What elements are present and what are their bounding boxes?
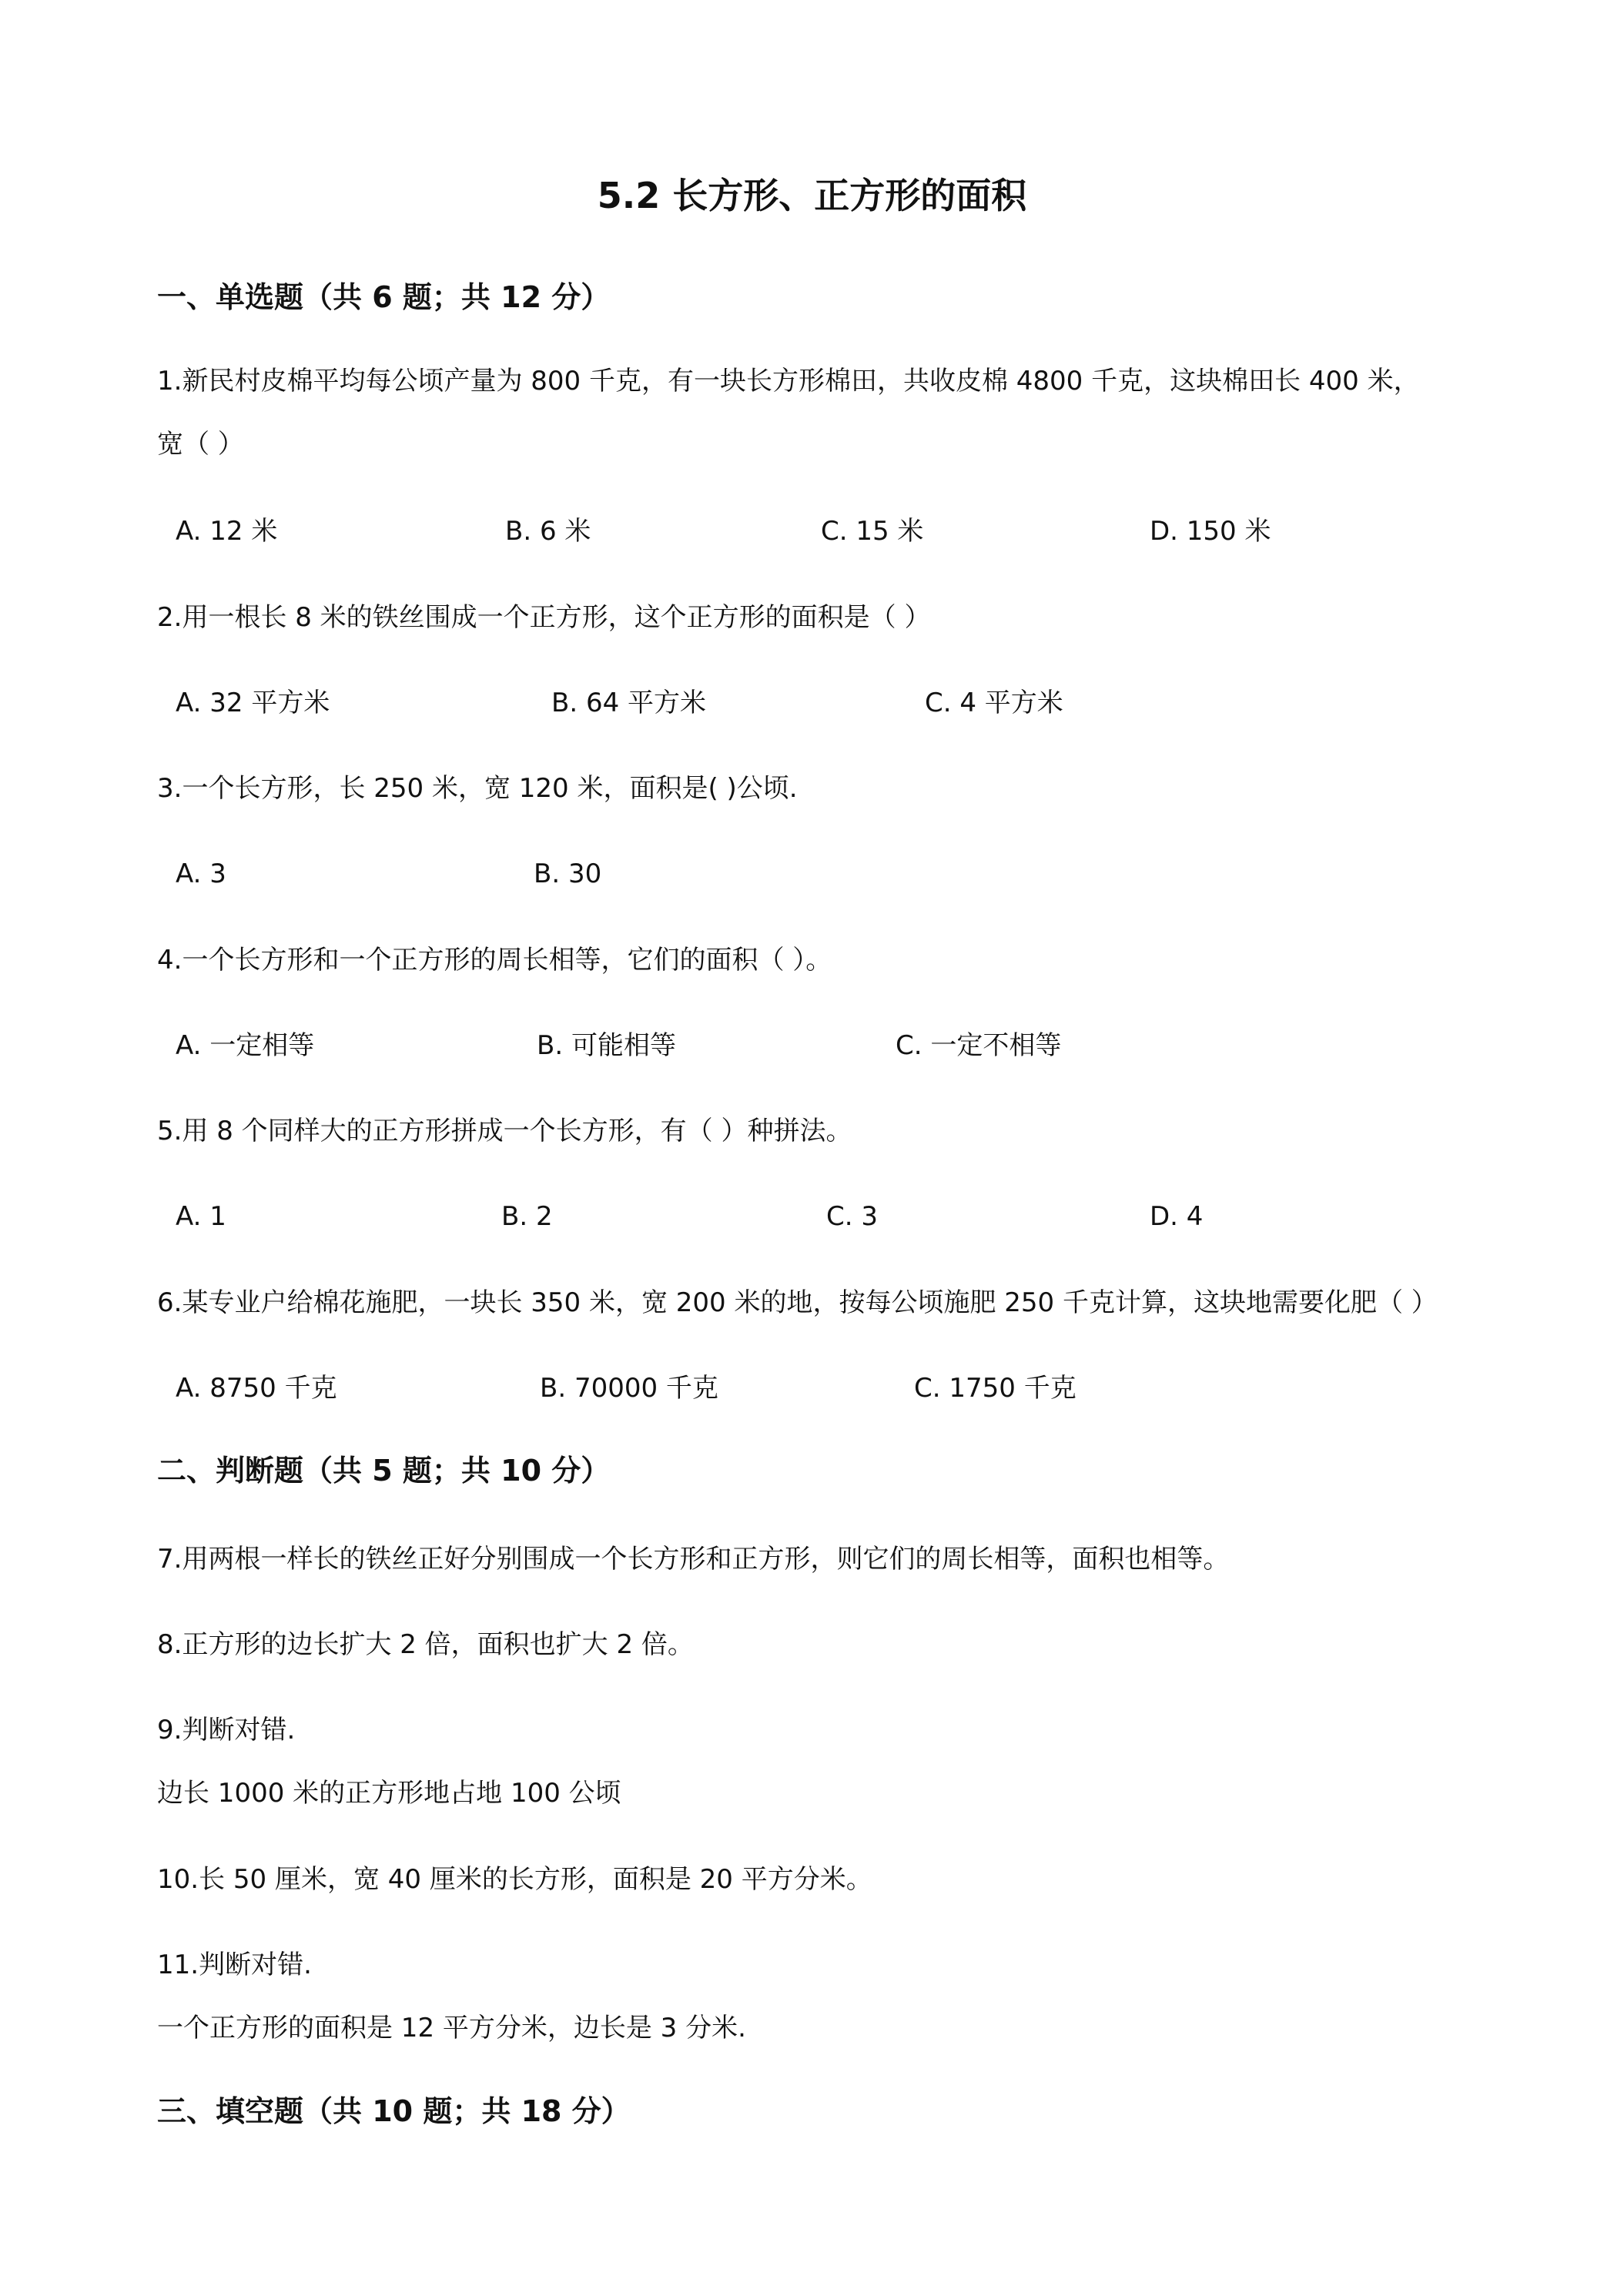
question-2-text: 2.用一根长 8 米的铁丝围成一个正方形，这个正方形的面积是（ ） [157, 602, 931, 633]
question-5-option-c: C. 3 [826, 1201, 878, 1232]
question-6-option-a: A. 8750 千克 [176, 1373, 337, 1404]
page-title: 5.2 长方形、正方形的面积 [597, 175, 1027, 216]
question-3-text: 3.一个长方形，长 250 米，宽 120 米，面积是( )公顷. [157, 773, 798, 804]
question-4-text: 4.一个长方形和一个正方形的周长相等，它们的面积（ ）。 [157, 945, 832, 976]
question-11-statement: 一个正方形的面积是 12 平方分米，边长是 3 分米. [157, 2013, 746, 2043]
question-9-statement: 边长 1000 米的正方形地占地 100 公顷 [157, 1778, 621, 1809]
question-5-option-d: D. 4 [1150, 1201, 1204, 1232]
question-5-option-b: B. 2 [501, 1201, 553, 1232]
question-1-option-d: D. 150 米 [1150, 516, 1271, 547]
question-6-text: 6.某专业户给棉花施肥，一块长 350 米，宽 200 米的地，按每公顷施肥 250 千克计算，这块地需要化肥（ ） [157, 1287, 1438, 1318]
question-9-text: 9.判断对错. [157, 1715, 296, 1745]
question-2-option-a: A. 32 平方米 [176, 688, 330, 718]
question-1-option-b: B. 6 米 [505, 516, 591, 547]
question-5-text: 5.用 8 个同样大的正方形拼成一个长方形，有（ ）种拼法。 [157, 1116, 852, 1146]
section-heading-fill-in: 三、填空题（共 10 题；共 18 分） [157, 2094, 631, 2128]
section-heading-single-choice: 一、单选题（共 6 题；共 12 分） [157, 280, 611, 314]
question-1-text-continued: 宽（ ） [157, 429, 244, 460]
question-6-option-b: B. 70000 千克 [540, 1373, 718, 1404]
section-heading-true-false: 二、判断题（共 5 题；共 10 分） [157, 1454, 611, 1488]
question-10-text: 10.长 50 厘米，宽 40 厘米的长方形，面积是 20 平方分米。 [157, 1864, 872, 1895]
question-2-option-c: C. 4 平方米 [925, 688, 1063, 718]
question-8-text: 8.正方形的边长扩大 2 倍，面积也扩大 2 倍。 [157, 1629, 694, 1660]
question-1-option-a: A. 12 米 [176, 516, 278, 547]
question-7-text: 7.用两根一样长的铁丝正好分别围成一个长方形和正方形，则它们的周长相等，面积也相等。 [157, 1544, 1230, 1575]
question-6-option-c: C. 1750 千克 [914, 1373, 1077, 1404]
question-11-text: 11.判断对错. [157, 1950, 312, 1980]
question-3-option-a: A. 3 [176, 858, 226, 889]
question-1-text: 1.新民村皮棉平均每公顷产量为 800 千克，有一块长方形棉田，共收皮棉 4800 千克，这块棉田长 400 米， [157, 366, 1420, 397]
question-4-option-c: C. 一定不相等 [896, 1030, 1062, 1061]
question-2-option-b: B. 64 平方米 [551, 688, 707, 718]
question-1-option-c: C. 15 米 [821, 516, 924, 547]
question-3-option-b: B. 30 [534, 858, 602, 889]
question-4-option-a: A. 一定相等 [176, 1030, 315, 1061]
question-5-option-a: A. 1 [176, 1201, 226, 1232]
question-4-option-b: B. 可能相等 [537, 1030, 676, 1061]
